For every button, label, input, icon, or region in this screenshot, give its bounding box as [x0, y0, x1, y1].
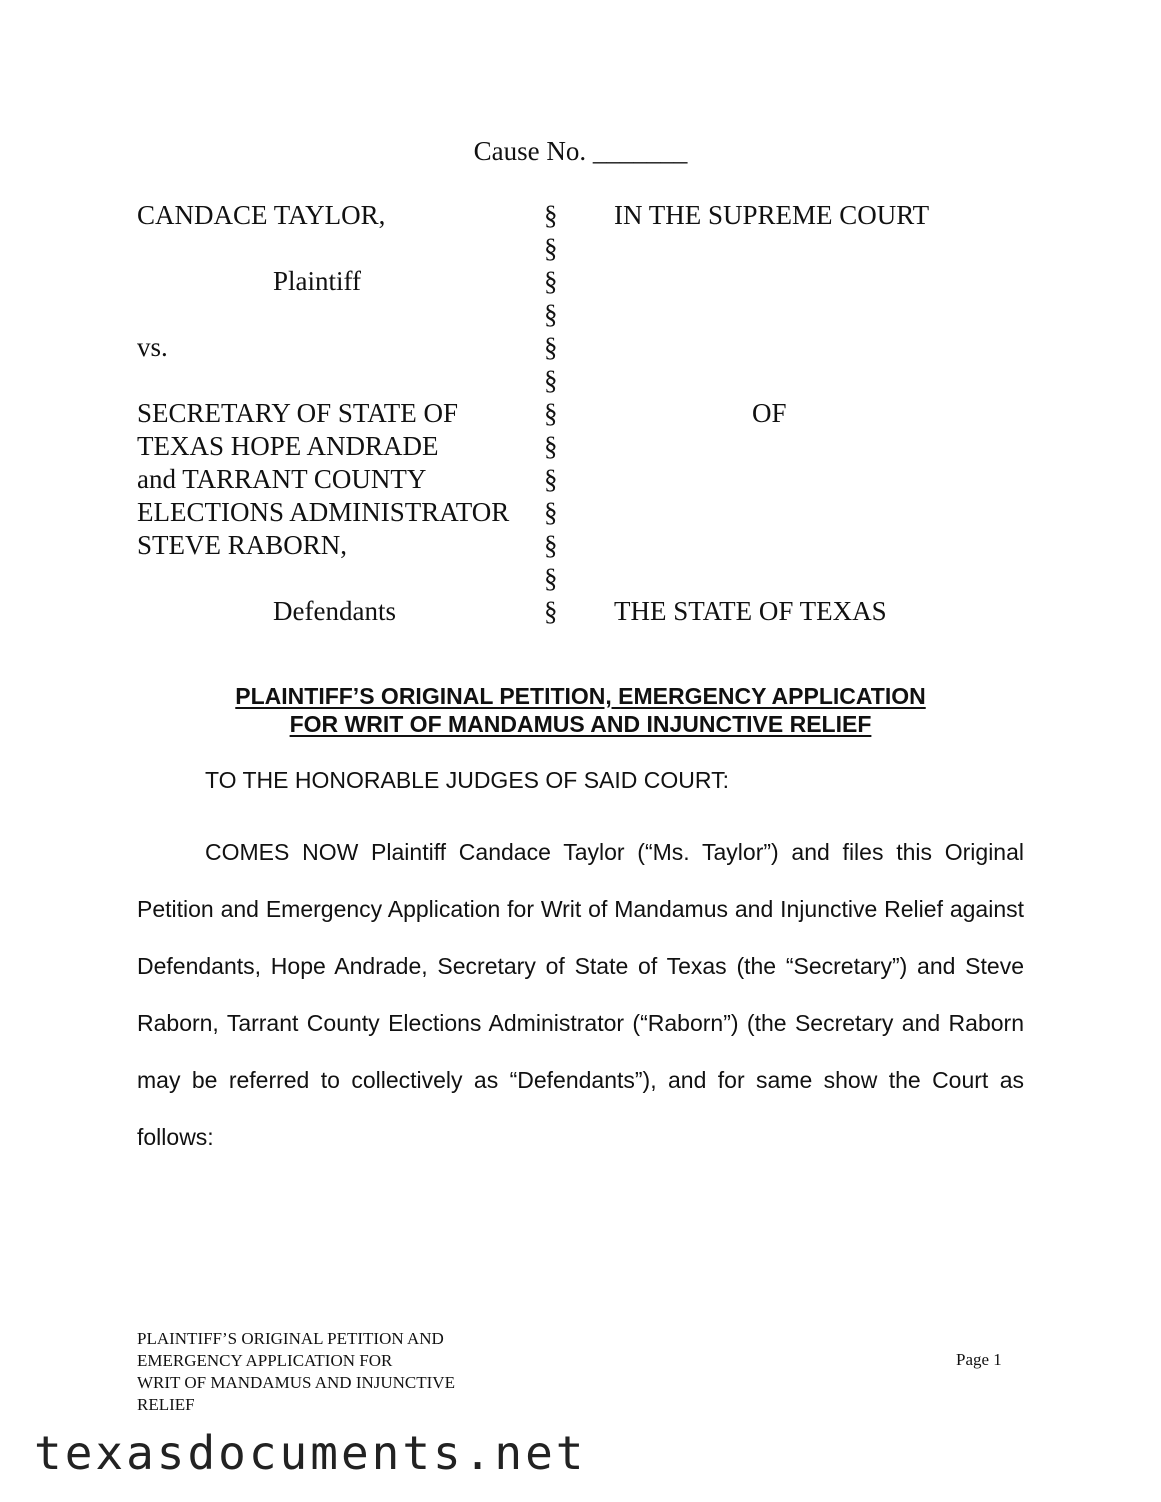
caption-row	[0, 463, 1161, 496]
section-symbol: §	[544, 233, 558, 263]
section-symbol: §	[544, 200, 558, 230]
caption-row	[0, 595, 1161, 628]
page-number: Page 1	[956, 1350, 1002, 1369]
salutation: TO THE HONORABLE JUDGES OF SAID COURT:	[205, 767, 729, 793]
caption-row	[0, 430, 1161, 463]
section-symbol: §	[544, 299, 558, 329]
section-symbol: §	[544, 464, 558, 494]
section-symbol: §	[544, 596, 558, 626]
section-symbol: §	[544, 431, 558, 461]
caption-row	[0, 496, 1161, 529]
section-symbol: §	[544, 530, 558, 560]
caption-party-text: Defendants	[273, 596, 396, 626]
caption-row	[0, 265, 1161, 298]
caption-court-text: THE STATE OF TEXAS	[614, 596, 887, 626]
watermark: texasdocuments.net	[34, 1426, 587, 1480]
caption-row	[0, 397, 1161, 430]
cause-number: Cause No. _______	[473, 136, 688, 166]
caption-row	[0, 199, 1161, 232]
footer-title-line: RELIEF	[137, 1395, 195, 1414]
petition-heading	[0, 682, 1161, 738]
caption-party-text: CANDACE TAYLOR,	[137, 200, 386, 230]
section-symbol: §	[544, 497, 558, 527]
caption-party-text: vs.	[137, 332, 168, 362]
footer-title-line: PLAINTIFF’S ORIGINAL PETITION AND	[137, 1329, 444, 1348]
caption-party-text: SECRETARY OF STATE OF	[137, 398, 458, 428]
section-symbol: §	[544, 332, 558, 362]
footer-title-line: WRIT OF MANDAMUS AND INJUNCTIVE	[137, 1373, 455, 1392]
caption-party-text: STEVE RABORN,	[137, 530, 348, 560]
section-symbol: §	[544, 365, 558, 395]
caption-row	[0, 529, 1161, 562]
caption-party-text: TEXAS HOPE ANDRADE	[137, 431, 439, 461]
caption-row	[0, 562, 1161, 595]
section-symbol: §	[544, 563, 558, 593]
caption-row	[0, 298, 1161, 331]
footer-document-title	[137, 1328, 517, 1416]
heading-line-1: PLAINTIFF’S ORIGINAL PETITION, EMERGENCY APPLICATION	[235, 683, 926, 709]
caption-row	[0, 364, 1161, 397]
caption-row	[0, 331, 1161, 364]
footer-title-line: EMERGENCY APPLICATION FOR	[137, 1351, 393, 1370]
section-symbol: §	[544, 266, 558, 296]
heading-line-2: FOR WRIT OF MANDAMUS AND INJUNCTIVE RELIEF	[289, 711, 872, 737]
caption-party-text: Plaintiff	[273, 266, 362, 296]
caption-court-text: IN THE SUPREME COURT	[614, 200, 930, 230]
caption-party-text: ELECTIONS ADMINISTRATOR	[137, 497, 510, 527]
body-paragraph: COMES NOW Plaintiff Candace Taylor (“Ms. Taylor”) and files this Original Petition and Emergency Application for Writ of Mandamus and Injunctive Relief against Defendants, Hope Andrade, Secretary of State of Texas (the “Secretary”) and Steve Raborn, Tarrant County Elections Administrator (“Raborn”) (the Secretary and Raborn may be referred to collectively as “Defendants”), and for same show the Court as follows:	[137, 839, 1024, 1150]
caption-row	[0, 232, 1161, 265]
caption-party-text: and TARRANT COUNTY	[137, 464, 427, 494]
section-symbol: §	[544, 398, 558, 428]
caption-court-text: OF	[752, 398, 787, 428]
